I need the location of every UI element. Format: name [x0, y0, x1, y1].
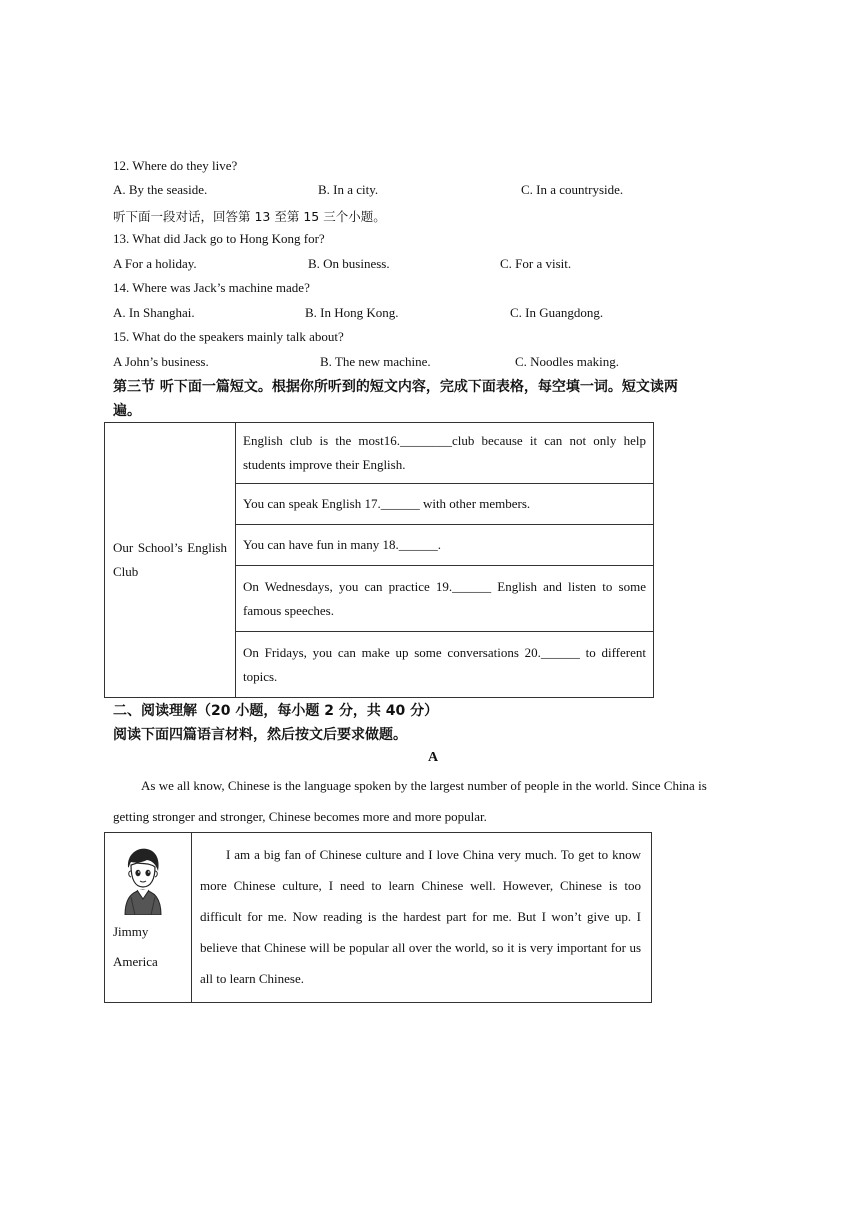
- q13-option-a: A For a holiday.: [113, 256, 197, 271]
- passage-letter: A: [428, 750, 439, 765]
- q15-option-c: C. Noodles making.: [515, 354, 619, 369]
- passage-intro-line1: As we all know, Chinese is the language spoken by the largest number of people in the world. Since China is: [141, 778, 707, 793]
- person-cell: [105, 833, 192, 1003]
- q12-question: 12. Where do they live?: [113, 158, 238, 173]
- passage-intro-line2: getting stronger and stronger, Chinese becomes more and more popular.: [113, 809, 487, 824]
- table-left-label: Our School’s English Club: [105, 423, 236, 698]
- section3-heading-line2: 遍。: [113, 403, 141, 419]
- q12-option-c: C. In a countryside.: [521, 182, 624, 197]
- q14-option-c: C. In Guangdong.: [510, 305, 604, 320]
- reading-instruction: 阅读下面四篇语言材料，然后按文后要求做题。: [113, 727, 407, 743]
- person-statement: I am a big fan of Chinese culture and I love China very much. To get to know more Chinese culture, I need to learn Chinese well. However, Chinese is too difficult for me. Now reading is the hardest part for me. But I won’t give up. I believe that Chinese will be popular all over the world, so it is very important for us all to learn Chinese.: [200, 847, 641, 986]
- q14-option-a: A. In Shanghai.: [113, 305, 195, 320]
- q15-question: 15. What do the speakers mainly talk about?: [113, 329, 344, 344]
- q14-question: 14. Where was Jack’s machine made?: [113, 280, 310, 295]
- table-row-20: On Fridays, you can make up some conversations 20.______ to different topics.: [236, 632, 654, 698]
- statement-cell: [192, 833, 652, 1003]
- table-row-19: On Wednesdays, you can practice 19.______ English and listen to some famous speeches.: [236, 566, 654, 632]
- instruction-13-15: 听下面一段对话，回答第 13 至第 15 三个小题。: [113, 209, 386, 224]
- reading-heading: 二、阅读理解（20 小题，每小题 2 分，共 40 分）: [113, 703, 439, 719]
- english-club-table: [104, 422, 654, 698]
- boy-portrait-icon: [117, 845, 167, 915]
- q12-option-b: B. In a city.: [318, 182, 379, 197]
- q13-option-b: B. On business.: [308, 256, 390, 271]
- jimmy-table: [104, 832, 652, 1003]
- person-name: Jimmy: [113, 924, 149, 939]
- q15-option-a: A John’s business.: [113, 354, 209, 369]
- q13-option-c: C. For a visit.: [500, 256, 572, 271]
- q12-option-a: A. By the seaside.: [113, 182, 208, 197]
- person-country: America: [113, 954, 158, 969]
- table-row-17: You can speak English 17.______ with other members.: [236, 484, 654, 525]
- table-row-16: English club is the most16.________club because it can not only help students improve their English.: [236, 423, 654, 484]
- q14-option-b: B. In Hong Kong.: [305, 305, 399, 320]
- section3-heading-line1: 第三节 听下面一篇短文。根据你所听到的短文内容，完成下面表格，每空填一词。短文读两: [113, 379, 678, 395]
- table-row-18: You can have fun in many 18.______.: [236, 525, 654, 566]
- q15-option-b: B. The new machine.: [320, 354, 431, 369]
- q13-question: 13. What did Jack go to Hong Kong for?: [113, 231, 325, 246]
